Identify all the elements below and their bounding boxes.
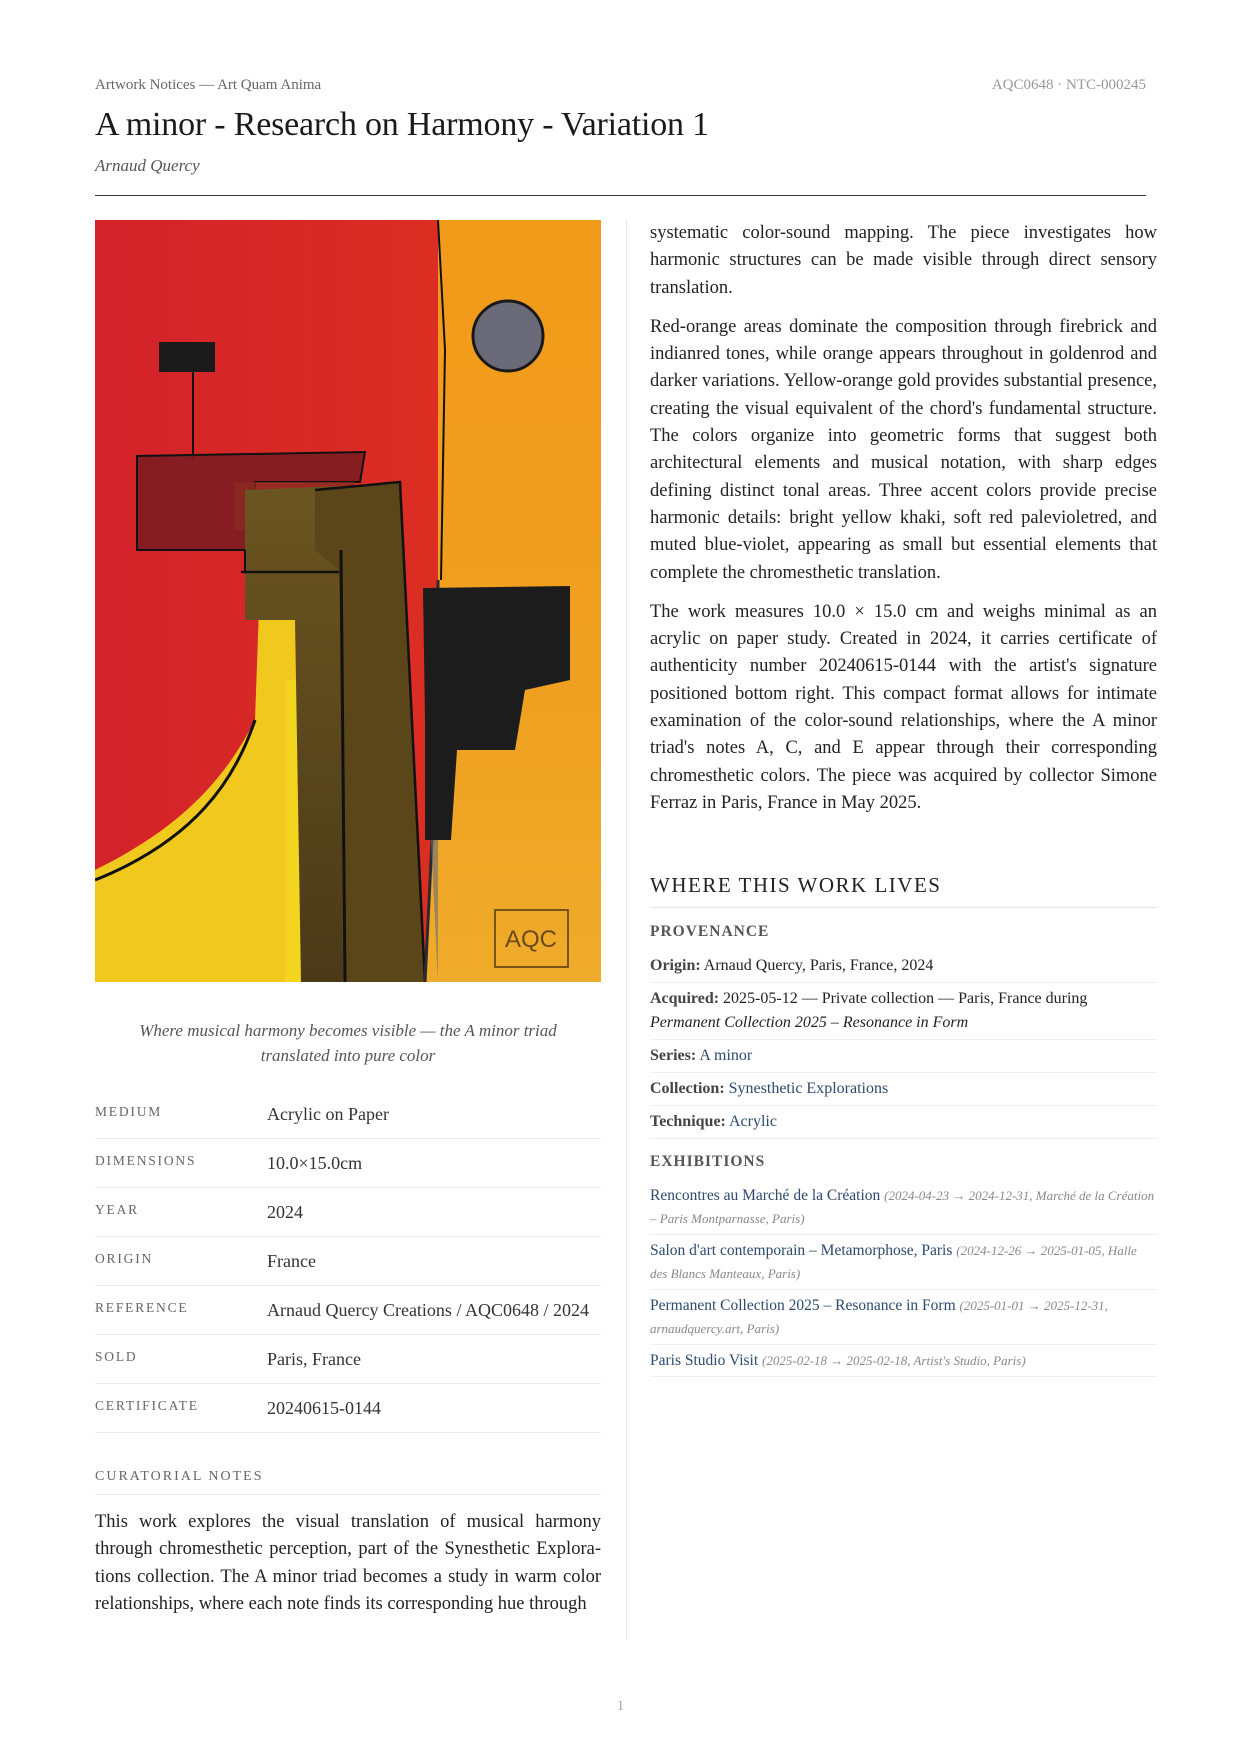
spec-row-reference bbox=[95, 1286, 601, 1335]
exhibitions-heading: EXHIBITIONS bbox=[650, 1153, 766, 1171]
page-title: A minor - Research on Harmony - Variation 1 bbox=[95, 106, 709, 143]
artist-name: Arnaud Quercy bbox=[95, 156, 200, 175]
spec-value: France bbox=[267, 1251, 316, 1271]
spec-label: YEAR bbox=[95, 1202, 139, 1217]
series-link[interactable]: A minor bbox=[699, 1047, 753, 1065]
provenance-origin bbox=[650, 950, 1157, 983]
exhibition-item bbox=[650, 1290, 1157, 1345]
origin-label: Origin: bbox=[650, 957, 701, 975]
column-divider bbox=[626, 220, 627, 1640]
acquired-label: Acquired: bbox=[650, 990, 720, 1008]
acquired-event: Permanent Collection 2025 – Resonance in Form bbox=[650, 1014, 969, 1032]
exhibition-meta: (2024-04-23 → 2024-12-31, Marché de la Création – Paris Montparnasse, Paris) bbox=[650, 1188, 1155, 1227]
provenance-technique bbox=[650, 1106, 1157, 1139]
left-column bbox=[95, 220, 601, 1618]
spec-row-dimensions bbox=[95, 1139, 601, 1188]
spec-value: Paris, France bbox=[267, 1349, 361, 1369]
technique-label: Technique: bbox=[650, 1113, 726, 1131]
acquired-value: 2025-05-12 — Private collection — Paris, France during bbox=[723, 990, 1088, 1008]
spec-row-sold bbox=[95, 1335, 601, 1384]
curatorial-notes-intro: This work explores the visual translation of musical harmony through chromesthetic perception, part of the Synesthetic Explorations collection. The A minor triad becomes a study in warm color relationships, where each note finds its corresponding hue through bbox=[95, 1512, 601, 1614]
artwork-caption: Where musical harmony becomes visible — the A minor triad translated into pure color bbox=[139, 1021, 557, 1065]
header-top bbox=[95, 77, 1146, 94]
collection-label: Collection: bbox=[650, 1080, 725, 1098]
notice-reference: AQC0648 · NTC-000245 bbox=[991, 77, 1146, 93]
right-column bbox=[650, 220, 1157, 1377]
origin-value: Arnaud Quercy, Paris, France, 2024 bbox=[703, 957, 934, 975]
curatorial-paragraph: Red-orange areas dominate the composition through firebrick and indianred tones, while orange appears throughout in goldenrod and darker variations. Yellow-orange gold provides substantial presence, creating the visual equivalent of the chord's fundamental structure. The colors organize into geometric forms that suggest both architectural elements and musical notation, with sharp edges defining distinct tonal areas. Three accent colors provide precise harmonic details: bright yellow khaki, soft red palevioletred, and muted blue-violet, appearing as small but essential elements that complete the chromesthetic translation. bbox=[650, 316, 1157, 583]
series-label: Series: bbox=[650, 1047, 697, 1065]
spec-value: Acrylic on Paper bbox=[267, 1104, 389, 1124]
provenance-heading: PROVENANCE bbox=[650, 923, 770, 941]
spec-value: 2024 bbox=[267, 1202, 303, 1222]
exhibition-item bbox=[650, 1180, 1157, 1235]
spec-label: MEDIUM bbox=[95, 1104, 163, 1119]
spec-label: REFERENCE bbox=[95, 1300, 189, 1315]
exhibition-meta: (2025-02-18 → 2025-02-18, Artist's Studio, Paris) bbox=[762, 1353, 1026, 1369]
exhibition-item bbox=[650, 1235, 1157, 1290]
exhibition-meta: (2024-12-26 → 2025-01-05, Halle des Blancs Manteaux, Paris) bbox=[650, 1243, 1137, 1282]
provenance-collection bbox=[650, 1073, 1157, 1106]
spec-value: Arnaud Quercy Creations / AQC0648 / 2024 bbox=[267, 1300, 589, 1320]
artwork-image bbox=[95, 220, 601, 982]
curatorial-notes-heading: CURATORIAL NOTES bbox=[95, 1469, 601, 1495]
spec-label: ORIGIN bbox=[95, 1251, 154, 1266]
spec-label: SOLD bbox=[95, 1349, 138, 1364]
exhibition-meta: (2025-01-01 → 2025-12-31, arnaudquercy.art, Paris) bbox=[650, 1298, 1108, 1337]
provenance-series bbox=[650, 1040, 1157, 1073]
publication-name: Artwork Notices — Art Quam Anima bbox=[95, 77, 322, 93]
spec-row-origin bbox=[95, 1237, 601, 1286]
spec-label: DIMENSIONS bbox=[95, 1153, 197, 1168]
page-number: 1 bbox=[616, 1698, 625, 1714]
curatorial-paragraph: The work measures 10.0 × 15.0 cm and weighs minimal as an acrylic on paper study. Created in 2024, it carries certificate of authenticity number 20240615-0144 with the artist's signature positioned bottom right. This compact format allows for intimate examination of the color-sound relationships, where the A minor triad's notes A, C, and E appear through their corresponding chromesthetic colors. The piece was acquired by collector Simone Ferraz in Paris, France in May 2025. bbox=[650, 601, 1157, 813]
exhibition-link[interactable]: Salon d'art contemporain – Metamorphose, Paris bbox=[650, 1242, 953, 1260]
collection-link[interactable]: Synesthetic Explorations bbox=[728, 1080, 889, 1098]
exhibition-item bbox=[650, 1345, 1157, 1377]
exhibition-link[interactable]: Paris Studio Visit bbox=[650, 1352, 759, 1370]
curatorial-paragraph: systematic color-sound mapping. The piece investigates how harmonic structures can be made visible through direct sensory translation. bbox=[650, 223, 1157, 298]
exhibition-link[interactable]: Permanent Collection 2025 – Resonance in Form bbox=[650, 1297, 956, 1315]
exhibition-link[interactable]: Rencontres au Marché de la Création bbox=[650, 1187, 881, 1205]
spec-value: 10.0×15.0cm bbox=[267, 1153, 363, 1173]
spec-label: CERTIFICATE bbox=[95, 1398, 199, 1413]
spec-table bbox=[95, 1090, 601, 1433]
spec-row-year bbox=[95, 1188, 601, 1237]
spec-row-certificate bbox=[95, 1384, 601, 1433]
technique-link[interactable]: Acrylic bbox=[729, 1113, 777, 1131]
svg-text:AQC: AQC bbox=[504, 926, 558, 953]
spec-value: 20240615-0144 bbox=[267, 1398, 381, 1418]
provenance-acquired bbox=[650, 983, 1157, 1040]
where-this-work-lives-heading: WHERE THIS WORK LIVES bbox=[650, 873, 1157, 908]
header-divider bbox=[95, 195, 1146, 196]
spec-row-medium bbox=[95, 1090, 601, 1139]
